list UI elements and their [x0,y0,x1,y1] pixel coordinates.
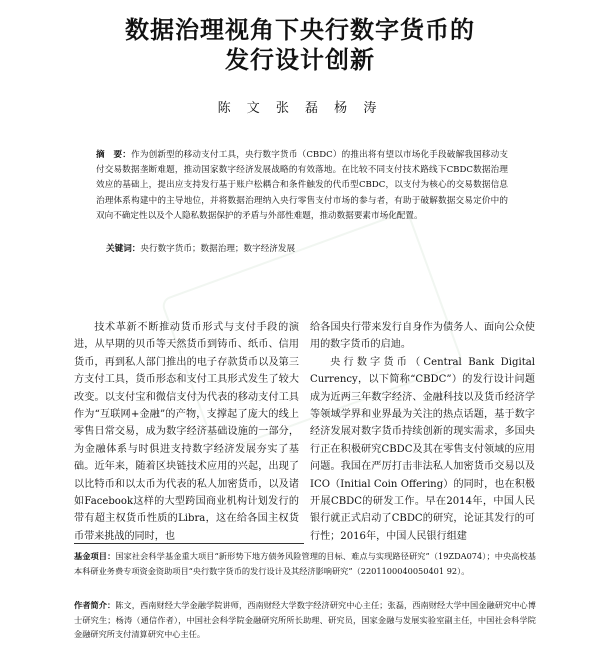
bio-label: 作者简介： [74,600,116,610]
author-bio-note [74,598,536,642]
keywords [106,242,508,254]
body-paragraph: 技术革新不断推动货币形式与支付手段的演进，从早期的贝币等天然货币到铸币、纸币、信用货币，再到私人部门推出的电子存款货币以及第三方支付工具，货币形态和支付工具形式发生了较大改变。以支付宝和微信支付为代表的移动支付工具作为“互联网+金融”的产物，支撑起了庞大的线上零售日常交易，成为数字经济基础设施的一部分，为金融体系与时俱进支持数字经济发展夯实了基础。近年来，随着区块链技术应用的兴起，出现了以比特币和以太币为代表的私人加密货币，以及诸如Facebook这样的大型跨国商业机构计划发行的带有超主权货币性质的Libra，这在给各国主权货币带来挑战的同时，也 [74,322,299,542]
keywords-label: 关键词： [106,244,141,254]
bio-text: 陈文，西南财经大学金融学院讲师，西南财经大学数字经济研究中心主任；张磊，西南财经大学中国金融研究中心博士研究生；杨涛（通信作者），中国社会科学院金融研究所所长助理、研究员，国家金融与发展实验室副主任，中国社会科学院金融研究所支付清算研究中心主任。 [74,600,536,640]
fund-text: 国家社会科学基金重大项目“新形势下地方债务风险管理的目标、难点与实现路径研究”（19ZDA074）；中央高校基本科研业务费专项资金资助项目“央行数字货币的发行设计及其经济影响研究”（2201100040050401 92）。 [74,551,536,576]
paper-title-line-2: 发行设计创新 [225,46,375,74]
abstract [96,148,508,224]
body-column-right [310,319,535,545]
body-paragraph: 央行数字货币（Central Bank Digital Currency，以下简称“CBDC”）的发行设计问题成为近两三年数字经济、金融科技以及货币经济学等领域学界和业界最为关注的热点话题，基于数字经济发展对数字货币持续创新的现实需求，多国央行正在积极研究CBDC及其在零售支付领域的应用问题。我国在严厉打击非法私人加密货币交易以及ICO（Initial Coin Offering）的同时，也在积极开展CBDC的研发工作。早在2014年，中国人民银行就正式启动了CBDC的研究，论证其发行的可行性；2016年，中国人民银行组建 [310,356,535,542]
fund-label: 基金项目： [74,551,116,561]
fund-note [74,549,536,578]
body-paragraph: 给各国央行带来发行自身作为债务人、面向公众使用的数字货币的启迪。 [310,322,535,351]
footnote-divider [74,543,304,544]
paper-title-line-1: 数据治理视角下央行数字货币的 [125,16,475,44]
abstract-text: 作为创新型的移动支付工具，央行数字货币（CBDC）的推出将有望以市场化手段破解我国移动支付交易数据垄断难题，推动国家数字经济发展战略的有效落地。在比较不同支付技术路线下CBDC数据治理效应的基础上，提出应支持发行基于账户松耦合和条件触发的代币型CBDC，以支付为核心的交易数据信息治理体系构建中的主导地位，并将数据治理纳入央行零售支付市场的参与者，有助于破解数据交易定价中的双向不确定性以及个人隐私数据保护的矛盾与外部性难题，推动数据要素市场化配置。 [96,150,508,221]
body-column-left [74,319,299,545]
author-list: 陈 文 张 磊 杨 涛 [217,101,383,116]
keywords-text: 央行数字货币；数据治理；数字经济发展 [140,244,296,254]
abstract-label: 摘 要： [96,150,132,160]
